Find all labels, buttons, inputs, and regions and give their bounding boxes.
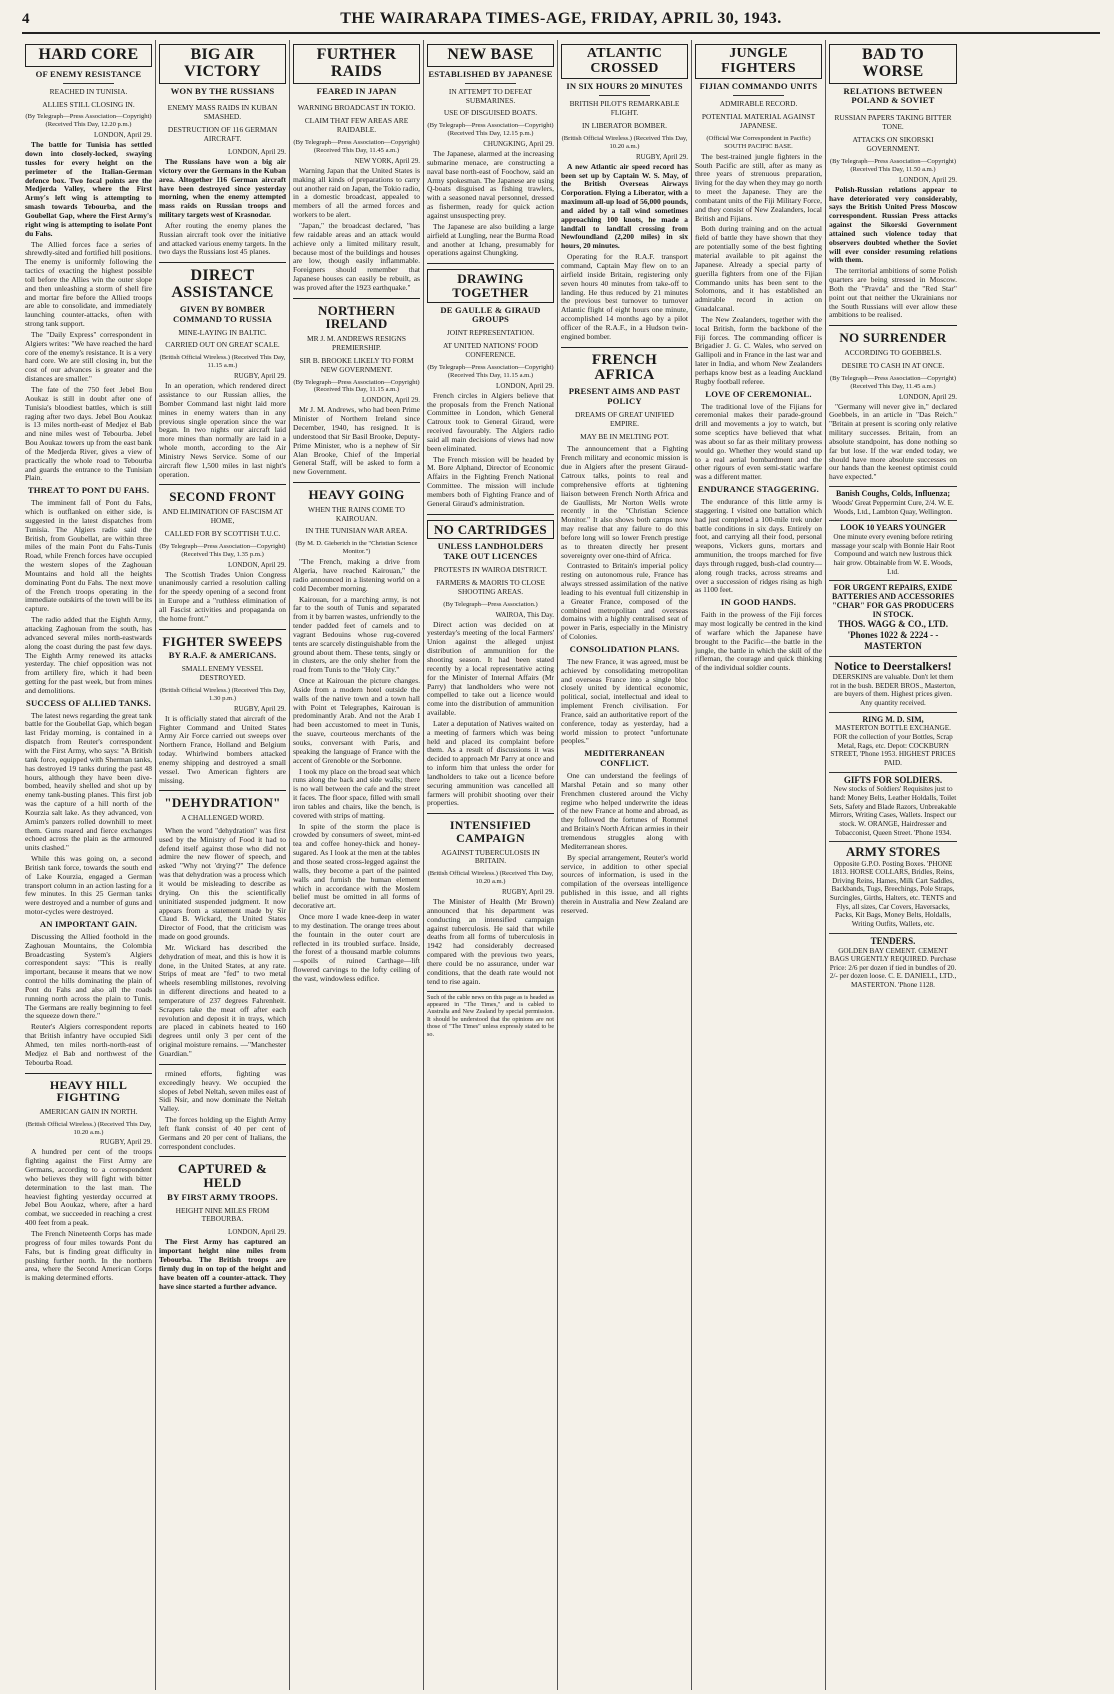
dateline: LONDON, April 29. <box>362 396 420 405</box>
ad-text: New stocks of Soldiers' Requisites just to hand: Money Belts, Leather Holdalls, Toilet Sets, Safety and Blade Razors, Unbreakable Mirrors, Writing Cases, Wallets. Inspect our stock. W. ORANGE, Hairdresser and Tobacconist, Queen Street. 'Phone 1934. <box>829 785 957 837</box>
divider <box>829 325 957 326</box>
paragraph: Faith in the prowess of the Fiji forces may most logically be centred in the kind of warfare which the Japanese have brought to the Pacific—the battle in the jungle, the battle in which the skill of the rifleman, the courage and quick thinking of the individual soldier counts. <box>695 610 822 673</box>
deck: WHEN THE RAINS COME TO KAIROUAN. <box>308 504 405 523</box>
ad-heading: Notice to Deerstalkers! <box>834 658 952 673</box>
newspaper-title: THE WAIRARAPA TIMES-AGE, FRIDAY, APRIL 30, 1943. <box>340 10 782 27</box>
paragraph: Discussing the Allied foothold in the Zaghouan Mountains, the Colombia Broadcasting System's Algiers correspondent says: "This is really important, because it means that we now control the hills dominating the plain of Pont du Fahs and also all the roads running north across the plain to Tunis. The Germans are really beginning to feel the squeeze down there." <box>25 931 152 1021</box>
paragraph: Mr. Wickard has described the dehydration of meat, and this is how it is done, in the United States, at any rate. Strips of meat are "fed" to two metal wheels resembling millstones, revolving in different directions and heated to a temperature of 237 degrees Fahrenheit. Scrapers take the meat off after each revolution and deposit it in trays, which are placed in cabinets heated to 160 degrees until only 3 per cent of the original moisture remains. —"Manchester Guardian." <box>159 942 286 1059</box>
deck: AMERICAN GAIN IN NORTH. <box>39 1106 138 1116</box>
paragraph: The Japanese are also building a large airfield at Lungling, near the Burma Road and another at Ichang, presumably for operations against Chungking. <box>427 221 554 258</box>
paragraph: "The French, making a drive from Algeria, have reached Kairouan," the radio announced in a listening world on a cold December morning. <box>293 557 420 593</box>
paragraph: The radio added that the Eighth Army, attacking Zaghouan from the south, has advanced several miles north-eastwards along the coast during the past few days. The Eighth Army renewed its attacks yesterday. The chief opposition was not from artillery fire, which it had been getting for the past week, but from mines and demolitions. <box>25 615 152 695</box>
divider <box>331 99 382 100</box>
page-number: 4 <box>22 10 30 27</box>
headline: HEAVY GOING <box>308 487 405 503</box>
divider <box>561 347 688 348</box>
subheadline: BY R.A.F. & AMERICANS. <box>168 650 277 661</box>
deck: WARNING BROADCAST IN TOKIO. <box>297 103 416 113</box>
subheadline: GIVEN BY BOMBER COMMAND TO RUSSIA <box>172 303 273 324</box>
divider <box>293 298 420 299</box>
headline: JUNGLE FIGHTERS <box>695 44 822 79</box>
paragraph: Once at Kairouan the picture changes. Aside from a modern hotel outside the walls of the native town and a town hall with Point et Telegraphes, Kairouan is predominantly Arab. And not the Arab I had been accustomed to meet in Tunis, the suave, courteous merchants of the souks, conversant with Paris, and speaking the language of France with the accent of Grenoble or the Sorbonne. <box>293 676 420 765</box>
subheadline: ESTABLISHED BY JAPANESE <box>428 68 553 79</box>
paragraph: "Japan," the broadcast declared, "has few raidable areas and an attack would achieve only a limited military result, because most of the buildings and houses are low, though easily inflammable. Foreigners should remember that Japanese houses can easily be rebuilt, as was proved after the 1923 earthquake." <box>293 220 420 292</box>
ad-heading: ARMY STORES <box>845 844 941 860</box>
deck: CLAIM THAT FEW AREAS ARE RAIDABLE. <box>304 116 409 135</box>
paragraph: The territorial ambitions of some Polish quarters are being stressed in Moscow. Both the "Pravda" and the "Red Star" point out that neither the Ukrainians nor the South Russians will ever allow these ambitions to be realised. <box>829 266 957 320</box>
divider <box>599 95 650 96</box>
subheadline: DE GAULLE & GIRAUD GROUPS <box>440 304 541 325</box>
subheadline: BY FIRST ARMY TROOPS. <box>167 1191 278 1202</box>
paragraph: Later a deputation of Natives waited on a meeting of farmers which was being held and placed its complaint before them. As a result of discussions it was decided to approach Mr Parry at once and to inform him that unless the order for landholders to take out a licence before securing ammunition was cancelled all farmers will prohibit shooting over their properties. <box>427 718 554 808</box>
credit-line: (By Telegraph—Press Association—Copyright) (Received This Day, 11.45 a.m.) <box>829 374 957 390</box>
deck: RUSSIAN PAPERS TAKING BITTER TONE. <box>834 113 952 132</box>
divider <box>159 1156 286 1157</box>
divider <box>159 1064 286 1065</box>
headline: "DEHYDRATION" <box>164 795 281 811</box>
paragraph: In an operation, which rendered direct assistance to our Russian allies, the Bomber Command last night laid more mines in enemy waters than in any previous single operation since the war began. In two nights our aircraft laid more mines than normally are laid in a whole month, according to the Air Ministry News Service. Some of our aircraft flew 1,500 miles in last night's operation. <box>159 381 286 479</box>
deck: FARMERS & MAORIS TO CLOSE SHOOTING AREAS. <box>436 577 545 596</box>
paragraph: The new France, it was agreed, must be achieved by consolidating metropolitan and overseas France into a single bloc closely united by identical economic, political, social, intellectual and ideal to implement French civilisation. For France, said an authoritative report of the conference, today as yesterday, had a world mission to protect "unfortunate peoples." <box>561 656 688 746</box>
paragraph: The French Nineteenth Corps has made progress of four miles towards Pont du Fahs, but is finding great difficulty in pushing further north. In the northern area, where the Second American Corps is making determined efforts. <box>25 1229 152 1283</box>
section-heading: THREAT TO PONT DU FAHS. <box>27 485 150 496</box>
paragraph: Once more I wade knee-deep in water to my destination. The orange trees about the fountain in the outer court are reflected in its troubled surface. Inside, the forest of a thousand marble columns—spoils of ruined Carthage—lift flowered carvings to the lofty ceiling of the vast, windowless edifice. <box>293 912 420 983</box>
column-3 <box>290 40 424 1690</box>
paragraph: French circles in Algiers believe that the proposals from the French National Committee in London, which General Catroux took to General Giraud, were received favourably. The Algiers radio said all main decisions of views had now been eliminated. <box>427 390 554 453</box>
divider <box>465 83 516 84</box>
section-heading: IN GOOD HANDS. <box>720 597 797 608</box>
divider <box>733 95 784 96</box>
deck: MINE-LAYING IN BALTIC. <box>178 327 267 337</box>
paragraph: The fate of the 750 feet Jebel Bou Aoukaz is still in doubt after one of Tunisia's bloodiest battles, which is still raging after two days. Jebel Bou Aoukaz is 13 miles north-east of Medjez el Bab and nine miles west of Tebourba. Jebel Bou Aoukaz towers up from the east bank of the Medjerda River, gives a view of practically the whole road to Tebourba and guards the entrance to the Tunisian Plain. <box>25 385 152 483</box>
credit-line: (By Telegraph—Press Association—Copyright) (Received This Day, 11.50 a.m.) <box>829 157 957 173</box>
paragraph: The forces holding up the Eighth Army left flank consist of 40 per cent of Germans and 20 per cent of Italians, the correspondent concludes. <box>159 1115 286 1151</box>
dateline: LONDON, April 29. <box>899 175 957 184</box>
paragraph: The battle for Tunisia has settled down into closely-locked, swaying tussles for every height on the perimeter of the Italian-German defence box. Two focal points are the Medjerda Valley, where the First Army's left wing is attempting to smash towards Tebourba, and the Goubellat Gap, where the First Army's right wing is attempting to isolate Pont du Fahs. <box>25 140 152 238</box>
subheadline: UNLESS LANDHOLDERS TAKE OUT LICENCES <box>437 541 544 562</box>
dateline: RUGBY, April 29. <box>100 1138 152 1147</box>
deck: MAY BE IN MELTING POT. <box>580 431 669 441</box>
credit-line: (British Official Wireless.) (Received This Day, 10.20 a.m.) <box>25 1120 152 1136</box>
dateline: LONDON, April 29. <box>228 1228 286 1237</box>
paragraph: Both during training and on the actual field of battle they have shown that they are potentially some of the best fighting material available to pit against the Japanese. Already a special party of guerilla fighters from one of the Fijian Commando units has been sent to the Solomons, and it has established an admirable record in action on Guadalcanal. <box>695 224 822 314</box>
ad-heading: LOOK 10 YEARS YOUNGER <box>840 523 946 533</box>
dateline: LONDON, April 29. <box>899 392 957 401</box>
credit-line: (Official War Correspondent in Pacific) SOUTH PACIFIC BASE. <box>706 134 811 150</box>
paragraph: A hundred per cent of the troops fighting against the First Army are Germans, according to a correspondent who believes they will fight with bitter determination to the last man. The heaviest fighting yesterday occurred at Jebel Bou Aoukaz, where, after a hard combat, we succeeded in reaching a crest 400 feet from a peak. <box>25 1147 152 1228</box>
ad-heading: TENDERS. <box>870 935 916 946</box>
advertisement <box>829 841 957 928</box>
column-6 <box>692 40 826 1690</box>
section-heading: LOVE OF CEREMONIAL. <box>705 388 812 399</box>
divider <box>159 790 286 791</box>
headline: NEW BASE <box>427 44 554 67</box>
subheadline: PRESENT AIMS AND PAST POLICY <box>568 386 681 406</box>
dateline: LONDON, April 29. <box>94 131 152 140</box>
masthead <box>22 6 1100 34</box>
deck: HEIGHT NINE MILES FROM TEBOURBA. <box>175 1205 270 1224</box>
deck: IN THE TUNISIAN WAR AREA. <box>305 526 408 536</box>
paragraph: Direct action was decided on at yesterday's meeting of the local Farmers' Union against the alleged unjust distribution of ammunition for the shooting season. It had been stated recently by a local representative acting for the Minister of Internal Affairs (Mr Parry) that landholders who were not compelled to take out a licence would come into the distribution of ammunition available. <box>427 619 554 718</box>
paragraph: "Germany will never give in," declared Goebbels, in an article in "Das Reich." "Britain at present is scoring only relative military successes. Britain, from an absolute standpoint, has done nothing so far but lose. If the war ended today, we should have more absolute successes on our hands than the keenest optimist could have expected." <box>829 401 957 482</box>
dateline: RUGBY, April 29. <box>234 704 286 713</box>
paragraph: After routing the enemy planes the Russian aircraft took over the initiative and attacked various enemy targets. In the two days the Russians lost 45 planes. <box>159 220 286 257</box>
deck: DESTRUCTION OF 116 GERMAN AIRCRAFT. <box>167 125 278 144</box>
paragraph: The imminent fall of Pont du Fahs, which is outflanked on either side, is suggested in the latest dispatches from Tunisia. The Algiers radio said the British, from Goubellat, are within three miles of the main Pont du Fahs-Tunis Road, while French forces have occupied the western slopes of the Zaghouan Mountains and hold all the heights dominating Pont du Fahs. The next move of the French troops operating in the immediate outskirts of the town will be its capture. <box>25 498 152 614</box>
credit-line: (British Official Wireless.) (Received This Day, 10.20 a.m.) <box>561 134 688 150</box>
paragraph: The "Daily Express" correspondent in Algiers writes: "We have reached the hard core of the enemy's resistance. It is a very hard core. We are still closing in, but the cost of our advances is greater and the distances are smaller." <box>25 329 152 384</box>
ad-text: Woods' Great Peppermint Cure, 2/4. W. E. Woods, Ltd., Lambton Quay, Wellington. <box>832 498 954 516</box>
paragraph: The First Army has captured an important height nine miles from Tebourba. The British troops are firmly dug in on top of the height and have beaten off a counter-attack. They have since started a further advance. <box>159 1237 286 1291</box>
headline: DRAWING TOGETHER <box>427 269 554 302</box>
subheadline: RELATIONS BETWEEN POLAND & SOVIET <box>843 85 943 106</box>
subheadline: IN SIX HOURS 20 MINUTES <box>566 81 683 92</box>
advertisement <box>829 712 957 768</box>
deck: CALLED FOR BY SCOTTISH T.U.C. <box>164 528 281 538</box>
credit-line: (By Telegraph—Press Association—Copyright) (Received This Day, 11.45 a.m.) <box>293 139 420 154</box>
divider <box>159 484 286 485</box>
ad-text: Opposite G.P.O. Posting Boxes. 'PHONE 1813. HORSE COLLARS, Bridles, Reins, Driving Reins, Hames, Milk Cart Saddles, Backbands, Tugs, Breechings, Pole Straps, Surcingles, Girths, Halters, etc. TENTS and Flys, all sizes, Car Covers, Haversacks, Packs, Kit Bags, Money Belts, Holdalls, Writing Outfits, Wallets, etc. <box>829 859 957 929</box>
deck: DESIRE TO CASH IN AT ONCE. <box>841 360 945 370</box>
ad-heading: GIFTS FOR SOLDIERS. <box>843 774 943 785</box>
column-2 <box>156 40 290 1690</box>
paragraph: While this was going on, a second British tank force, towards the south end of Lake Kourzia, engaged a German transport column in an action lasting for a few minutes. In this 25 German tanks were destroyed and a number of guns and motor-cycles were destroyed. <box>25 854 152 917</box>
paragraph: The Russians have won a big air victory over the Germans in the Kuban area. Altogether 116 German aircraft have been destroyed since yesterday morning, when the enemy attempted mass raids on Russian troops and military targets west of Krasnodar. <box>159 156 286 220</box>
paragraph: By special arrangement, Reuter's world service, in addition to other special sources of information, is used in the compilation of the overseas intelligence published in this issue, and all rights therein in Australia and New Zealand are reserved. <box>561 852 688 915</box>
ad-heading: Banish Coughs, Colds, Influenza; <box>835 489 951 499</box>
section-heading: SUCCESS OF ALLIED TANKS. <box>26 697 151 708</box>
headline: FIGHTER SWEEPS <box>162 633 283 649</box>
deck: ADMIRABLE RECORD. <box>719 99 798 109</box>
headline: DIRECT ASSISTANCE <box>171 267 274 302</box>
dateline: LONDON, April 29. <box>228 560 286 569</box>
divider <box>159 629 286 630</box>
credit-line: (By Telegraph—Press Association—Copyright) (Received This Day, 12.15 p.m.) <box>427 122 554 138</box>
credit-line: (By Telegraph—Press Association—Copyright) (Received This Day, 11.15 a.m.) <box>293 378 420 394</box>
paragraph: The Scottish Trades Union Congress unanimously carried a resolution calling for the speedy opening of a second front in Europe and a "ruthless elimination of all Fascist activities and propaganda on the home front." <box>159 569 286 623</box>
headline: NO SURRENDER <box>839 330 947 346</box>
credit-line: (By M. D. Gieberich in the "Christian Science Monitor.") <box>295 540 418 556</box>
paragraph: I took my place on the broad seat which runs along the back and side walls; there is no wall between the cafe and the street it faces. The floor space, filled with small iron tables and chairs, like the bench, is covered with strips of matting. <box>293 766 420 820</box>
credit-line: (British Official Wireless.) (Received This Day, 11.15 a.m.) <box>159 354 286 370</box>
deck: REACHED IN TUNISIA. <box>49 86 128 96</box>
column-1 <box>22 40 156 1690</box>
paragraph: The announcement that a Fighting French military and economic mission is due in Algiers after the present Giraud-Catroux talks, points to real and comprehensive efforts at tightening liaison between French North Africa and de Gaullists, Mr Norton Wells wrote recently in the "Christian Science Monitor." It also shows both camps now may realise that any failure to do this before long will so lower French prestige as to threaten directly her present sovereignty over one-third of Africa. <box>561 444 688 560</box>
headline: HEAVY HILL FIGHTING <box>49 1077 128 1105</box>
headline: FURTHER RAIDS <box>293 44 420 84</box>
deck: POTENTIAL MATERIAL AGAINST JAPANESE. <box>701 112 816 130</box>
deck: SMALL ENEMY VESSEL DESTROYED. <box>181 664 264 682</box>
paragraph: The French mission will be headed by M. Bore Alphand, Director of Economic Affairs in the Fighting French National Committee. The mission will include members both of Fighting France and of General Giraud's administration. <box>427 454 554 508</box>
deck: MR J. M. ANDREWS RESIGNS PREMIERSHIP. <box>307 334 406 352</box>
credit-line: (By Telegraph—Press Association—Copyright) (Received This Day, 1.35 p.m.) <box>159 542 286 558</box>
dateline: CHUNGKING, April 29. <box>483 140 554 149</box>
paragraph: The Japanese, alarmed at the increasing submarine menace, are constructing a naval base north-east of Foochow, said an Army spokesman. The Japanese are using Q-boats disguised as fishing trawlers, with a seasoned naval personnel, dressed as fishermen, ready for quick action against unsuspecting prey. <box>427 149 554 221</box>
deck: ENEMY MASS RAIDS IN KUBAN SMASHED. <box>167 103 278 122</box>
paragraph: The best-trained jungle fighters in the South Pacific are still, after as many as three years of strenuous preparation, living for the day when they may go north to meet the Japanese. They are the combatant units of the Fiji Military Force, and they consist of New Zealanders, local British and Fijians. <box>695 151 822 223</box>
paragraph: The endurance of this little army is staggering. I visited one battalion which had just completed a 100-mile trek under battle conditions in six days. Entirely on foot, and carrying all their food, personal weapons, Vickers guns, mortars and ammunition, the troops marched for five days through rugged, bush-clad country—along rough tracks, across streams and over a succession of ridges rising as high as 1100 feet. <box>695 496 822 595</box>
deck: A CHALLENGED WORD. <box>181 813 264 823</box>
ad-heading: RING M. D. SIM, <box>862 714 924 724</box>
headline: NO CARTRIDGES <box>427 520 554 540</box>
advertisement <box>829 486 957 516</box>
headline: NORTHERN IRELAND <box>317 302 396 332</box>
section-heading: MEDITERRANEAN CONFLICT. <box>584 748 665 769</box>
deck: IN LIBERATOR BOMBER. <box>581 121 668 130</box>
paragraph: Kairouan, for a marching army, is not far to the south of Tunis and separated from it by barren wastes, unfriendly to the tender padded feet of camels and to vagrant Bedouins whose rug-covered tents are scarcely distinguishable from the ground about them. These tents, singly or in clusters, are the only shelter from the road from Tunis to the "Holy City." <box>293 594 420 675</box>
paragraph: Contrasted to Britain's imperial policy resting on autonomous rule, France has always stressed assimilation of the native leading to his eventual full citizenship in a Greater France, composed of the combined metropolitan and overseas domains with a highly centralised seat of power in Paris, especially in the Ministry of Colonies. <box>561 561 688 642</box>
headline: FRENCH AFRICA <box>591 351 658 384</box>
deck: SIR B. BROOKE LIKELY TO FORM NEW GOVERNMENT. <box>299 355 414 374</box>
deck: CARRIED OUT ON GREAT SCALE. <box>165 340 280 350</box>
credit-line: (By Telegraph—Press Association—Copyright) (Received This Day, 11.15 a.m.) <box>427 363 554 379</box>
dateline: WAIROA, This Day. <box>495 610 554 619</box>
advertisement <box>829 520 957 576</box>
paragraph: The Allied forces face a series of shrewdly-sited and fortified hill positions. The enemy is uniformly following the tactics of exacting the highest possible toll before the Allies win the outer slope and then unleashing a storm of shell fire and mortar fire before the Allied troops are able to consolidate, and immediately launching counter-attacks, often with strong tank support. <box>25 239 152 329</box>
headline: BIG AIR VICTORY <box>159 44 286 84</box>
headline: SECOND FRONT <box>169 489 276 505</box>
deck: JOINT REPRESENTATION. <box>446 328 535 338</box>
dateline: RUGBY, April 29. <box>636 152 688 161</box>
paragraph: rmined efforts, fighting was exceedingly heavy. We occupied the slopes of Jebel Neltah, seven miles east of Sidi Nsir, and now dominate the Neltah Valley. <box>159 1068 286 1114</box>
deck: IN ATTEMPT TO DEFEAT SUBMARINES. <box>448 86 533 105</box>
column-5 <box>558 40 692 1690</box>
paragraph: Polish-Russian relations appear to have deteriorated very considerably, says the British United Press Moscow correspondent. Russian Press attacks against the Sikorski Government attained such violence today that observers doubted whether the Soviet will ever consider resuming relations with them. <box>829 184 957 265</box>
ad-text: One minute every evening before retiring massage your scalp with Bonnie Hair Root Compound and watch new lustrous thick hair grow. Obtainable from W. E. Woods, Ltd. <box>831 532 955 576</box>
paragraph: One can understand the feelings of Marshal Petain and so many other Frenchmen clustered around the Vichy regime who helped underwrite the ideas of the new France at home and abroad, as they followed the fortunes of Rommel and Britain's North African armies in their tremendous struggles along with Mediterranean shores. <box>561 771 688 851</box>
deck: BRITISH PILOT'S REMARKABLE FLIGHT. <box>569 99 680 118</box>
column-7 <box>826 40 960 1690</box>
ad-text: THOS. WAGG & CO., LTD. 'Phones 1022 & 2224 - - MASTERTON <box>837 619 949 651</box>
credit-line: (By Telegraph—Press Association—Copyright) (Received This Day, 12.20 p.m.) <box>25 113 152 129</box>
paragraph: Mr J. M. Andrews, who had been Prime Minister of Northern Ireland since December, 1940, has resigned. It is understood that Sir Basil Brooke, Deputy-Prime Minister, who is a nephew of Sir Alan Brooke, Chief of the Imperial General Staff, will be asked to form a new Government. <box>293 405 420 477</box>
advertisement <box>829 580 957 652</box>
deck: USE OF DISGUISED BOATS. <box>443 108 538 118</box>
divider <box>197 99 248 100</box>
paragraph: The Minister of Health (Mr Brown) announced that his department was conducting an intensified campaign against tuberculosis. He said that while deaths from all forms of tuberculosis in 1942 had considerably decreased compared with the previous two years, there could be no assurance, under war conditions, that the death rate would not tend to rise again. <box>427 897 554 986</box>
ad-text: MASTERTON BOTTLE EXCHANGE. FOR the collection of your Bottles, Scrap Metal, Rags, etc. Depot: COCKBURN STREET, 'Phone 1953. HIGHEST PRICES PAID. <box>830 724 956 767</box>
divider <box>293 482 420 483</box>
deck: AGAINST TUBERCULOSIS IN BRITAIN. <box>441 847 540 866</box>
advertisement <box>829 656 957 708</box>
paragraph: Operating for the R.A.F. transport command, Captain May flew on to an airfield inside Britain, registering only seven hours 40 minutes from take-off to landing. He thus reduced by 21 minutes the previous best turnover to turnover Atlantic flight of eight hours one minute, accomplished 14 months ago by a pilot officer of the R.A.F., in a Hudson twin-engined bomber. <box>561 252 688 341</box>
dateline: NEW YORK, April 29. <box>354 156 420 165</box>
deck: ACCORDING TO GOEBBELS. <box>844 347 942 357</box>
column-4 <box>424 40 558 1690</box>
section-heading: ENDURANCE STAGGERING. <box>697 484 820 495</box>
subheadline: WON BY THE RUSSIANS <box>170 85 275 96</box>
headline: HARD CORE <box>25 44 152 67</box>
advertisement <box>829 772 957 838</box>
dateline: RUGBY, April 29. <box>234 372 286 381</box>
paragraph: Warning Japan that the United States is making all kinds of preparations to carry out another raid on Japan, the Tokio radio, in a domestic broadcast, appealed to members of all the armed forces and workers to be alert. <box>293 165 421 220</box>
paragraph: Reuter's Algiers correspondent reports that British infantry have occupied Sidi Ahmed, ten miles north-north-east of Medjez el Bab and northwest of the Tebourba Road. <box>25 1022 152 1067</box>
paragraph: The latest news regarding the great tank battle for the Goubellat Gap, which began last Friday morning, is contained in a dispatch from Reuter's correspondent with the First Army, who says: "A British tank force, equipped with Sherman tanks, has destroyed 19 tanks during the past 48 hours, although they have been dive-bombed, heavily shelled and shot up by enemy tank-busting planes. This first job was the capture of a hill north of the Kourzia salt lake. As they advanced, von Arnim's panzers rolled downhill to meet them. Guns roared and fierce exchanges echoed across the plain as the armoured units clashed." <box>25 710 152 853</box>
columns <box>22 40 1100 1690</box>
paragraph: The New Zealanders, together with the local British, form the backbone of the Fiji forces. The commanding officer is Brigadier J. G. C. Wales, who served on Gallipoli and in France in the last war and later in India, and whom New Zealanders perhaps know best as a leading Auckland Rugby football referee. <box>695 314 822 386</box>
divider <box>63 83 114 84</box>
divider <box>867 109 918 110</box>
dateline: LONDON, April 29. <box>228 147 286 156</box>
divider <box>427 263 554 264</box>
divider <box>25 1073 152 1074</box>
headline: ATLANTIC CROSSED <box>561 44 688 79</box>
headline: CAPTURED & HELD <box>177 1161 268 1191</box>
subheadline: FIJIAN COMMANDO UNITS <box>699 81 818 92</box>
deck: DREAMS OF GREAT UNIFIED EMPIRE. <box>574 409 675 428</box>
deck: ATTACKS ON SIKORSKI GOVERNMENT. <box>852 135 934 153</box>
paragraph: A new Atlantic air speed record has been set up by Captain W. S. May, of the British Overseas Airways Corporation. Flying a Liberator, with a maximum all-up load of 56,000 pounds, and aided by a tail wind sometimes approaching 100 knots, he made a landfall to landfall crossing from Newfoundland (2,200 miles) in six hours, 20 minutes. <box>561 161 688 251</box>
copyright-note: Such of the cable news on this page as is headed as appeared in "The Times," and is cabled to Australia and New Zealand by special permission. It should be understood that the opinions are not those of "The Times" unless expressly stated to be so. <box>427 991 554 1039</box>
section-heading: CONSOLIDATION PLANS. <box>569 644 680 654</box>
subheadline: FEARED IN JAPAN <box>316 85 397 96</box>
dateline: RUGBY, April 29. <box>502 888 554 897</box>
credit-line: (By Telegraph—Press Association.) <box>443 600 538 608</box>
dateline: LONDON, April 29. <box>496 381 554 390</box>
deck: PROTESTS IN WAIROA DISTRICT. <box>433 565 548 575</box>
paragraph: In spite of the storm the place is crowded by consumers of sweet, mint-ed tea and coffee honey-thick and honey-sugared. As I look at the men at the tables and those seated cross-legged against the walls, they become a part of the painted walls and furnish the human element which in accordance with the Moslem belief must be omitted in all forms of decorative art. <box>293 821 420 911</box>
deck: ALLIES STILL CLOSING IN. <box>42 99 135 109</box>
credit-line: (British Official Wireless.) (Received This Day, 1.30 p.m.) <box>159 686 286 702</box>
ad-heading: FOR URGENT REPAIRS, EXIDE BATTERIES AND ACCESSORIES "CHAR" FOR GAS PRODUCERS IN STOCK. <box>831 583 955 619</box>
paragraph: When the word "dehydration" was first used by the Ministry of Food it had to defend itself against those who did not admire the new flower of speech, and asked "Why not 'drying'?" The defence was that dehydration was a process which it would be misleading to describe as drying. On this the scientifically uninitiated suspended judgment. It now appears from a statement made by Sir Claud B. Wickard, the United States Director of Food, that the criticism was made on good grounds. <box>159 825 286 942</box>
section-heading: AN IMPORTANT GAIN. <box>39 919 138 930</box>
subheadline: OF ENEMY RESISTANCE <box>35 68 142 79</box>
paragraph: The traditional love of the Fijians for ceremonial makes their parade-ground drill and movements a joy to watch, but some sceptics have believed that what was about so far as their military prowess would go. Whether they would stand up to a real aerial bombardment and the other rigours of even semi-static warfare was a different matter. <box>695 401 822 482</box>
deck: AT UNITED NATIONS' FOOD CONFERENCE. <box>442 341 538 360</box>
divider <box>427 813 554 814</box>
headline: BAD TO WORSE <box>829 44 957 84</box>
divider <box>159 262 286 263</box>
ad-text: DEERSKINS are valuable. Don't let them rot in the bush. BEDER BROS., Masterton, are buyers of them. Highest prices given. Any quantity received. <box>830 672 956 707</box>
deck: AND ELIMINATION OF FASCISM AT HOME, <box>162 507 283 525</box>
advertisement <box>829 933 957 990</box>
headline: INTENSIFIED CAMPAIGN <box>449 818 532 845</box>
credit-line: (British Official Wireless.) (Received This Day, 10.20 a.m.) <box>427 870 554 886</box>
ad-text: GOLDEN BAY CEMENT. CEMENT BAGS URGENTLY REQUIRED. Purchase Price: 2/6 per dozen if tied in bundles of 20. 2/- per dozen loose. C. E. DANIELL, LTD., MASTERTON. 'Phone 1128. <box>829 946 957 990</box>
paragraph: It is officially stated that aircraft of the Fighter Command and United States Army Air Force carried out sweeps over Northern France, Holland and Belgium today. Whirlwind bombers attacked enemy shipping and destroyed a small vessel. Two American fighters are missing. <box>159 713 286 785</box>
divider <box>427 514 554 515</box>
